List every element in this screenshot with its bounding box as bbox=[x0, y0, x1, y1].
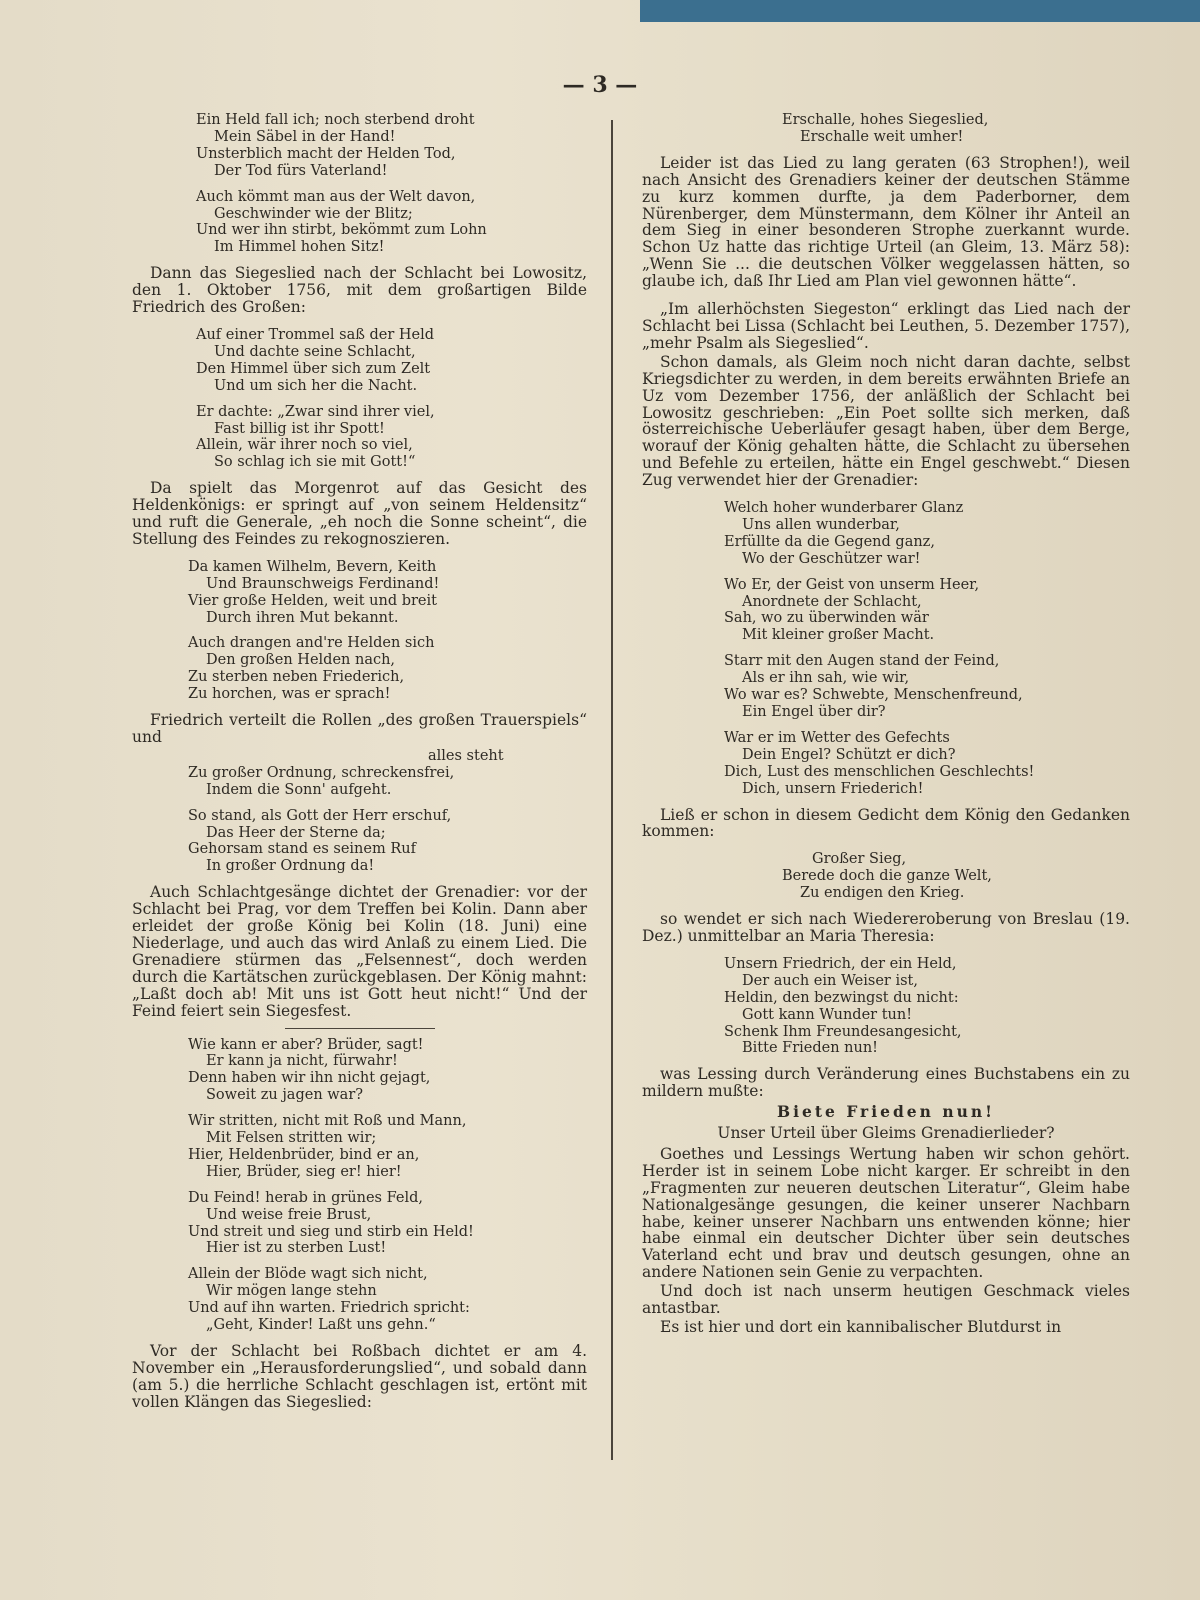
verse-line: Mit kleiner großer Macht. bbox=[742, 627, 935, 644]
verse-line: Bitte Frieden nun! bbox=[742, 1040, 879, 1057]
verse-line: Anordnete der Schlacht, bbox=[742, 593, 922, 610]
verse-line: Uns allen wunderbar, bbox=[742, 516, 900, 533]
paragraph: Schon damals, als Gleim noch nicht daran dachte, selbst Kriegsdichter zu werden, in dem bereits erwähnten Briefe an Uz vom Dezember 1756, der anläßlich der Schlacht bei Lowositz geschrieben: „Ein Poet sollte sich merken, daß österreichische Ueberläufer gesagt haben, über dem Berge, worauf der König gehalten hätte, die Schlacht zu übersehen und Befehle zu erteilen, hätte ein Engel geschwebt.“ Diesen Zug verwendet hier der Grenadier: bbox=[642, 352, 1130, 490]
verse-line: Auf einer Trommel saß der Held bbox=[196, 326, 435, 343]
paragraph: Und doch ist nach unserm heutigen Geschmack vieles antastbar. bbox=[642, 1282, 1130, 1318]
verse-line: Hier ist zu sterben Lust! bbox=[206, 1240, 387, 1257]
verse-line: Und weise freie Brust, bbox=[206, 1206, 372, 1223]
verse-line: Allein der Blöde wagt sich nicht, bbox=[188, 1266, 428, 1283]
verse-line: Auch kömmt man aus der Welt davon, bbox=[196, 188, 476, 205]
verse-line: Zu großer Ordnung, schreckensfrei, bbox=[188, 764, 455, 781]
verse-line: Und Braunschweigs Ferdinand! bbox=[206, 575, 440, 592]
verse-line: Gott kann Wunder tun! bbox=[742, 1006, 913, 1023]
verse-line: Zu endigen den Krieg. bbox=[800, 885, 965, 902]
poem-stanza bbox=[132, 327, 587, 395]
verse-line: Den Himmel über sich zum Zelt bbox=[196, 360, 431, 377]
verse-line: Erschalle weit umher! bbox=[800, 128, 964, 145]
verse-line: Schenk Ihm Freundesangesicht, bbox=[724, 1023, 962, 1040]
verse-line: Erfüllte da die Gegend ganz, bbox=[724, 533, 935, 550]
paragraph: Da spielt das Morgenrot auf das Gesicht des Heldenkönigs: er springt auf „von seinem Heldensitz“ und ruft die Generale, „eh noch die Sonne scheint“, die Stellung des Feindes zu rekognoszieren. bbox=[132, 479, 587, 548]
verse-line: Er kann ja nicht, fürwahr! bbox=[206, 1053, 398, 1070]
verse-line: Und streit und sieg und stirb ein Held! bbox=[188, 1223, 474, 1240]
verse-line: Erschalle, hohes Siegeslied, bbox=[782, 112, 989, 128]
verse-line: Unsern Friedrich, der ein Held, bbox=[724, 955, 957, 972]
paragraph: „Im allerhöchsten Siegeston“ erklingt das Lied nach der Schlacht bei Lissa (Schlacht bei Leuthen, 5. Dezember 1757), „mehr Psalm als Siegeslied“. bbox=[642, 300, 1130, 352]
verse-line: Der Tod fürs Vaterland! bbox=[214, 162, 388, 179]
verse-line: Großer Sieg, bbox=[812, 851, 907, 868]
paragraph: Auch Schlachtgesänge dichtet der Grenadier: vor der Schlacht bei Prag, vor dem Treffen bei Kolin. Dann aber erleidet der große König bei Kolin (18. Juni) eine Niederlage, und auch das wird Anlaß zu einem Lied. Die Grenadiere stürmen das „Felsennest“, doch werden durch die Kartätschen zurückgeblasen. Der König mahnt: „Laßt doch ab! Mit uns ist Gott heut nicht!“ Und der Feind feiert sein Siegesfest. bbox=[132, 883, 587, 1020]
poem-stanza bbox=[132, 1113, 587, 1181]
verse-line: Und um sich her die Nacht. bbox=[214, 377, 418, 394]
poem-stanza bbox=[132, 1266, 587, 1334]
verse-line: Welch hoher wunderbarer Glanz bbox=[724, 500, 964, 517]
separator-rule bbox=[285, 1028, 435, 1029]
poem-stanza bbox=[642, 956, 1130, 1057]
right-column bbox=[642, 112, 1130, 1338]
poem-stanza bbox=[642, 500, 1130, 568]
left-column bbox=[132, 112, 587, 1413]
verse-line: Ein Engel über dir? bbox=[742, 704, 886, 720]
paragraph: Es ist hier und dort ein kannibalischer Blutdurst in bbox=[660, 1318, 1062, 1336]
verse-line: Und dachte seine Schlacht, bbox=[214, 343, 416, 360]
verse-line: Soweit zu jagen war? bbox=[206, 1087, 364, 1104]
verse-line: Er dachte: „Zwar sind ihrer viel, bbox=[196, 403, 435, 420]
poem-stanza bbox=[642, 653, 1130, 721]
poem-stanza bbox=[132, 1037, 587, 1105]
column-divider bbox=[611, 120, 613, 1460]
paragraph: Leider ist das Lied zu lang geraten (63 Strophen!), weil nach Ansicht des Grenadiers keiner der deutschen Stämme zu kurz kommen durfte, ja dem Paderborner, dem Nürenberger, dem Münstermann, dem Kölner ihr Anteil an dem Sieg in einer besonderen Strophe zuerkannt wurde. Schon Uz hatte das richtige Urteil (an Gleim, 13. März 58): „Wenn Sie ... die deutschen Völker weggelassen hätten, so glaube ich, daß Ihr Lied am Plan viel gewonnen hätte“. bbox=[642, 153, 1130, 291]
verse-line: Auch drangen and're Helden sich bbox=[188, 635, 435, 652]
paragraph: Ließ er schon in diesem Gedicht dem König den Gedanken kommen: bbox=[642, 805, 1130, 841]
verse-line: Berede doch die ganze Welt, bbox=[782, 868, 992, 885]
paragraph: Vor der Schlacht bei Roßbach dichtet er am 4. November ein „Herausforderungslied“, und sobald dann (am 5.) die herrliche Schlacht geschlagen ist, ertönt mit vollen Klängen das Siegeslied: bbox=[132, 1342, 587, 1411]
poem-stanza bbox=[132, 1190, 587, 1258]
verse-line: Wo war es? Schwebte, Menschenfreund, bbox=[724, 687, 1023, 704]
verse-line: Heldin, den bezwingst du nicht: bbox=[724, 989, 959, 1006]
verse-line: Dich, Lust des menschlichen Geschlechts! bbox=[724, 763, 1035, 780]
paragraph: so wendet er sich nach Wiedereroberung von Breslau (19. Dez.) unmittelbar an Maria Theresia: bbox=[642, 910, 1130, 945]
poem-stanza bbox=[132, 808, 587, 876]
verse-line: Allein, wär ihrer noch so viel, bbox=[196, 437, 413, 454]
verse-line: Mit Felsen stritten wir; bbox=[206, 1130, 377, 1147]
verse-line: Dein Engel? Schützt er dich? bbox=[742, 746, 956, 763]
verse-line: Geschwinder wie der Blitz; bbox=[214, 205, 413, 222]
verse-line: Mein Säbel in der Hand! bbox=[214, 128, 396, 145]
verse-line: So stand, als Gott der Herr erschuf, bbox=[188, 807, 452, 824]
verse-line: alles steht bbox=[428, 747, 504, 764]
verse-line: Als er ihn sah, wie wir, bbox=[742, 670, 910, 687]
verse-line: Zu horchen, was er sprach! bbox=[188, 686, 391, 703]
poem-stanza bbox=[132, 189, 587, 257]
verse-line: Indem die Sonn' aufgeht. bbox=[206, 781, 392, 798]
verse-line: Hier, Heldenbrüder, bind er an, bbox=[188, 1146, 420, 1163]
verse-line: Den großen Helden nach, bbox=[206, 652, 396, 669]
verse-line: Fast billig ist ihr Spott! bbox=[214, 420, 385, 437]
verse-line: War er im Wetter des Gefechts bbox=[724, 729, 950, 746]
poem-stanza bbox=[132, 748, 587, 799]
paragraph: was Lessing durch Veränderung eines Buchstabens ein zu mildern mußte: bbox=[642, 1065, 1130, 1101]
verse-line: Dich, unsern Friederich! bbox=[742, 780, 924, 797]
poem-stanza bbox=[642, 112, 1130, 146]
poem-stanza bbox=[642, 577, 1130, 645]
verse-line: Unsterblich macht der Helden Tod, bbox=[196, 145, 456, 162]
verse-line: Das Heer der Sterne da; bbox=[206, 824, 386, 841]
verse-line: Wo Er, der Geist von unserm Heer, bbox=[724, 576, 980, 593]
paragraph: Dann das Siegeslied nach der Schlacht bei Lowositz, den 1. Oktober 1756, mit dem großartigen Bilde Friedrich des Großen: bbox=[132, 264, 587, 317]
poem-stanza bbox=[132, 635, 587, 703]
poem-stanza bbox=[132, 559, 587, 627]
verse-line: Der auch ein Weiser ist, bbox=[742, 972, 918, 989]
verse-line: So schlag ich sie mit Gott!“ bbox=[214, 454, 416, 471]
paragraph: Friedrich verteilt die Rollen „des großen Trauerspiels“ und bbox=[132, 711, 587, 746]
quoted-line: Biete Frieden nun! bbox=[777, 1102, 995, 1122]
verse-line: Und wer ihn stirbt, bekömmt zum Lohn bbox=[196, 222, 487, 239]
verse-line: Gehorsam stand es seinem Ruf bbox=[188, 841, 416, 858]
verse-line: Wie kann er aber? Brüder, sagt! bbox=[188, 1036, 424, 1053]
verse-line: Zu sterben neben Friederich, bbox=[188, 669, 405, 686]
verse-line: Und auf ihn warten. Friedrich spricht: bbox=[188, 1300, 470, 1317]
poem-stanza bbox=[132, 404, 587, 472]
verse-line: Sah, wo zu überwinden wär bbox=[724, 610, 929, 627]
verse-line: „Geht, Kinder! Laßt uns gehn.“ bbox=[206, 1317, 436, 1334]
verse-line: Denn haben wir ihn nicht gejagt, bbox=[188, 1070, 431, 1087]
verse-line: Vier große Helden, weit und breit bbox=[188, 592, 437, 609]
verse-line: Im Himmel hohen Sitz! bbox=[214, 239, 385, 256]
poem-stanza bbox=[132, 112, 587, 180]
verse-line: Ein Held fall ich; noch sterbend droht bbox=[196, 112, 475, 128]
verse-line: Du Feind! herab in grünes Feld, bbox=[188, 1189, 423, 1206]
verse-line: Wo der Geschützer war! bbox=[742, 550, 921, 567]
paragraph: Goethes und Lessings Wertung haben wir schon gehört. Herder ist in seinem Lobe nicht karger. Er schreibt in den „Fragmenten zur neueren deutschen Literatur“, Gleim habe Nationalgesänge gesungen, die keiner unserer Nachbarn habe, keiner unserer Nachbarn uns entwenden könne; hier habe einmal ein deutscher Dichter über sein deutsches Vaterland echt und brav und deutsch gesungen, ohne an andere Nationen sein Genie zu verpachten. bbox=[642, 1144, 1130, 1282]
verse-line: In großer Ordnung da! bbox=[206, 858, 375, 875]
poem-stanza bbox=[642, 730, 1130, 798]
background-strip bbox=[640, 0, 1200, 22]
poem-stanza bbox=[642, 851, 1130, 902]
verse-line: Starr mit den Augen stand der Feind, bbox=[724, 653, 1000, 670]
page-number: — 3 — bbox=[562, 72, 638, 98]
verse-line: Wir mögen lange stehn bbox=[206, 1283, 377, 1300]
verse-line: Hier, Brüder, sieg er! hier! bbox=[206, 1163, 402, 1180]
verse-line: Da kamen Wilhelm, Bevern, Keith bbox=[188, 558, 437, 575]
section-heading: Unser Urteil über Gleims Grenadierlieder? bbox=[717, 1124, 1055, 1143]
verse-line: Durch ihren Mut bekannt. bbox=[206, 609, 399, 626]
verse-line: Wir stritten, nicht mit Roß und Mann, bbox=[188, 1113, 467, 1130]
